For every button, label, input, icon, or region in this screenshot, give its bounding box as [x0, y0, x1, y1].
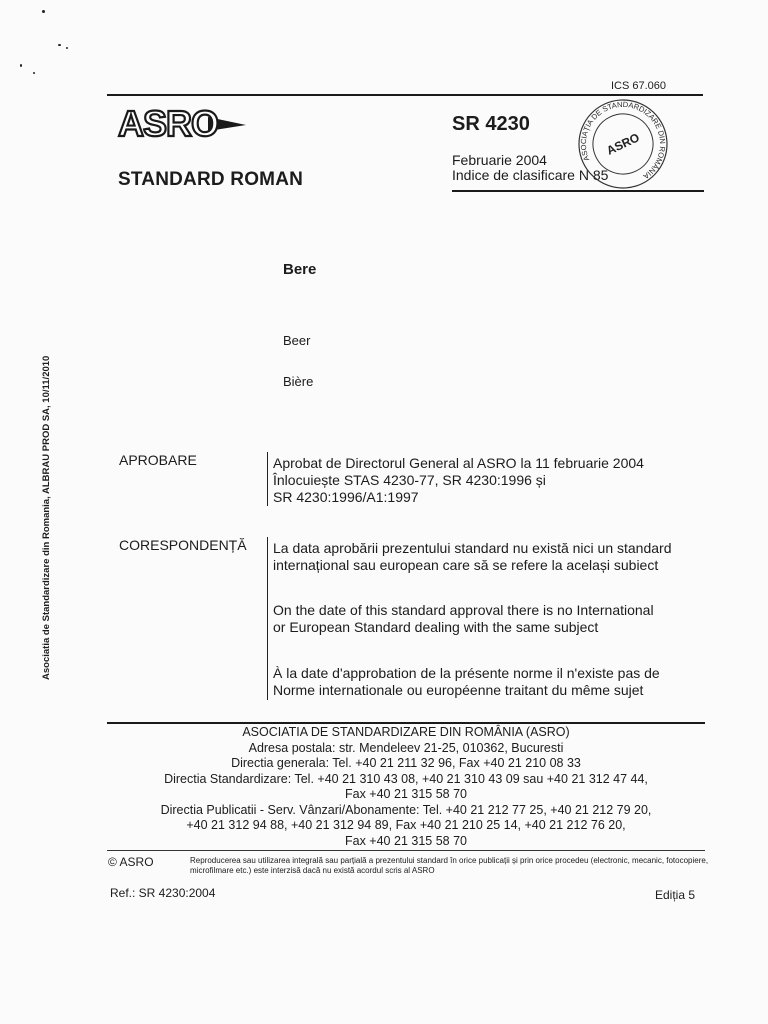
edition-number: Ediția 5 — [655, 888, 696, 902]
scan-speck — [66, 47, 68, 49]
copyright-rule — [107, 850, 705, 851]
footer-line: Fax +40 21 315 58 70 — [345, 787, 467, 801]
stamp-ring-text: ASOCIAȚIA DE STANDARDIZARE DIN ROMÂNIA — [578, 99, 668, 182]
footer-line: Directia Standardizare: Tel. +40 21 310 43 08, +40 21 310 43 09 sau +40 21 312 47 44, — [164, 771, 648, 786]
footer-line: Fax +40 21 315 58 70 — [345, 833, 467, 848]
footer-line: +40 21 312 94 88, +40 21 312 94 89, Fax +40 21 210 25 14, +40 21 212 76 20, — [186, 818, 626, 832]
approval-bar — [267, 452, 268, 506]
asro-logo-text: ASRO — [118, 103, 219, 143]
approval-label: APROBARE — [119, 452, 197, 468]
correspondence-bar — [267, 537, 268, 700]
approval-line: Aprobat de Directorul General al ASRO la 11 februarie 2004 — [273, 455, 644, 471]
approval-line: SR 4230:1996/A1:1997 — [273, 489, 419, 505]
licensee-side-text: Asociatia de Standardizare din Romania, ALBRAU PROD SA, 10/11/2010 — [41, 355, 52, 680]
footer-line: Directia generala: Tel. +40 21 211 32 96, Fax +40 21 210 08 33 — [231, 756, 581, 770]
title-french: Bière — [283, 374, 314, 389]
footer-line: Adresa postala: str. Mendeleev 21-25, 010362, Bucuresti — [248, 740, 564, 755]
stamp-center-text: ASRO — [604, 130, 642, 158]
copyright: © ASRO — [108, 855, 154, 869]
footer-line: Directia Publicatii - Serv. Vânzari/Abonamente: Tel. +40 21 212 77 25, +40 21 212 79 20, — [160, 802, 652, 817]
standard-date: Februarie 2004 — [452, 152, 547, 168]
correspondence-line: On the date of this standard approval there is no International — [273, 602, 654, 618]
scan-speck — [20, 64, 22, 67]
classification-index: Indice de clasificare N 85 — [452, 167, 609, 183]
title-english: Beer — [283, 333, 311, 348]
correspondence-ro — [273, 540, 671, 574]
scan-speck — [58, 44, 61, 46]
correspondence-en — [273, 602, 654, 636]
asro-stamp — [568, 96, 678, 192]
approval-line: Înlocuiește STAS 4230-77, SR 4230:1996 și — [273, 472, 546, 488]
correspondence-line: internațional sau european care să se refere la același subiect — [273, 557, 659, 573]
reproduction-notice: Reproducerea sau utilizarea integrală sau parțială a prezentului standard în orice publicații și prin orice procedeu (electronic, mecanic, fotocopiere, microfilmare etc.) este interzisă dacă nu există acordul scris al ASRO — [190, 856, 709, 875]
scan-speck — [33, 72, 35, 74]
document-reference: Ref.: SR 4230:2004 — [110, 886, 216, 900]
title-romanian: Bere — [283, 261, 317, 278]
scan-speck — [42, 10, 45, 13]
footer-rule — [107, 722, 705, 724]
standard-code: SR 4230 — [452, 113, 530, 135]
asro-contact-block — [107, 725, 705, 849]
standard-type: STANDARD ROMAN — [118, 169, 304, 190]
correspondence-line: Norme internationale ou européenne traitant du même sujet — [273, 682, 644, 698]
correspondence-label: CORESPONDENȚĂ — [119, 537, 247, 553]
correspondence-line: La data aprobării prezentului standard nu există nici un standard — [273, 540, 672, 556]
ics-code: ICS 67.060 — [611, 80, 667, 92]
asro-logo — [116, 103, 248, 143]
correspondence-fr — [273, 665, 660, 699]
approval-text — [273, 455, 644, 506]
correspondence-line: À la date d'approbation de la présente norme il n'existe pas de — [273, 665, 660, 681]
footer-line: ASOCIATIA DE STANDARDIZARE DIN ROMÂNIA (ASRO) — [242, 725, 570, 739]
correspondence-line: or European Standard dealing with the same subject — [273, 619, 599, 635]
